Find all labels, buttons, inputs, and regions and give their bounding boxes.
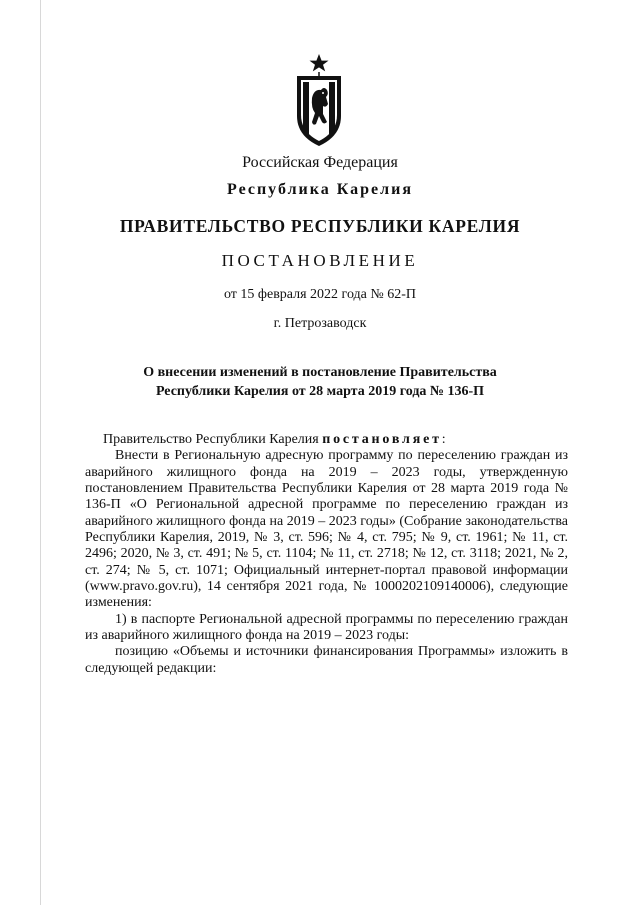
document-type: ПОСТАНОВЛЕНИЕ [221,251,419,270]
document-title [0,363,640,401]
coat-of-arms-icon [293,52,345,148]
paragraph-financing: позицию «Объемы и источники финансирования Программы» изложить в следующей редакции: [85,644,568,676]
document-title-line-1: О внесении изменений в постановление Правительства [143,365,497,380]
decree-word: постановляет [322,432,442,447]
government-name: ПРАВИТЕЛЬСТВО РЕСПУБЛИКИ КАРЕЛИЯ [119,216,521,236]
paragraph-amendments: Внести в Региональную адресную программу по переселению граждан из аварийного жилищного фонда на 2019 – 2023 годы, утвержденную постановлением Правительства Республики Карелия от 28 марта 2019 года № 136-П «О Региональной адресной программе по переселению граждан из аварийного жилищного фонда на 2019 – 2023 годы» (Собрание законодательства Республики Карелия, 2019, № 3, ст. 596; № 4, ст. 795; № 9, ст. 1961; № 11, ст. 2496; 2020, № 3, ст. 491; № 5, ст. 1104; № 11, ст. 2718; № 12, ст. 3118; 2021, № 2, ст. 274; № 5, ст. 1071; Официальный интернет-портал правовой информации (www.pravo.gov.ru), 14 сентября 2021 года, № 1000202109140006), следующие изменения: [85,448,568,611]
country-name: Российская Федерация [242,154,398,171]
paragraph-passport: 1) в паспорте Региональной адресной программы по переселению граждан из аварийного жилищного фонда на 2019 – 2023 годы: [85,611,568,644]
intro-prefix: Правительство Республики Карелия [103,432,323,447]
scan-border-line [40,0,41,905]
republic-name: Республика Карелия [227,181,413,198]
intro-paragraph [85,432,568,448]
document-title-line-2: Республики Карелия от 28 марта 2019 года № 136-П [155,384,485,399]
document-body [85,432,568,677]
document-city: г. Петрозаводск [273,316,367,331]
document-date-number: от 15 февраля 2022 года № 62-П [223,287,417,302]
intro-suffix: : [441,432,446,447]
